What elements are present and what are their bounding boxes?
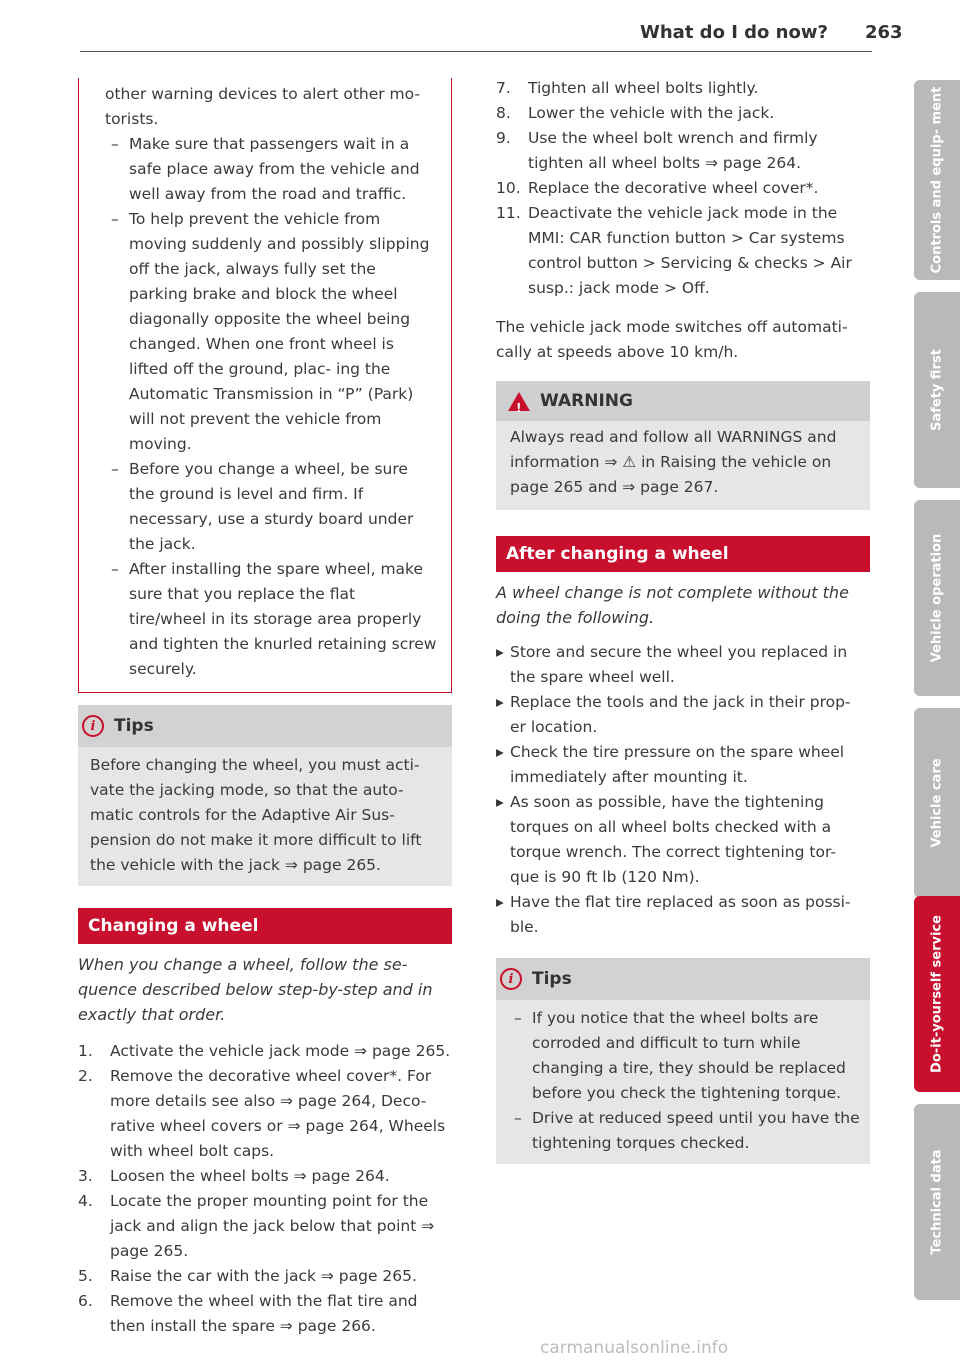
side-tab-label: Technical data	[929, 1149, 945, 1255]
section-heading: After changing a wheel	[496, 536, 870, 572]
left-column	[78, 78, 452, 1339]
step-text: Loosen the wheel bolts ⇒ page 264.	[110, 1167, 390, 1185]
section-intro: A wheel change is not complete without the doing the following.	[496, 583, 849, 627]
side-tab-controls[interactable]	[914, 80, 960, 280]
step-text: Raise the car with the jack ⇒ page 265.	[110, 1267, 417, 1285]
steps-list-continued	[496, 76, 870, 301]
step-item: 1. Activate the vehicle jack mode ⇒ page 265.	[78, 1039, 452, 1064]
list-item: ▸ Store and secure the wheel you replaced in the spare wheel well.	[496, 640, 870, 690]
warning-icon: !	[508, 392, 530, 411]
step-item: 6. Remove the wheel with the flat tire and then install the spare ⇒ page 266.	[78, 1289, 452, 1339]
step-item: 10. Replace the decorative wheel cover*.	[496, 176, 870, 201]
step-item: 3. Loosen the wheel bolts ⇒ page 264.	[78, 1164, 452, 1189]
warning-header	[496, 381, 870, 421]
step-text: Replace the decorative wheel cover*.	[528, 179, 819, 197]
step-item: 7. Tighten all wheel bolts lightly.	[496, 76, 870, 101]
side-tab-safety[interactable]	[914, 292, 960, 488]
step-text: Remove the decorative wheel cover*. For more details see also ⇒ page 264, Deco- rative wheel covers or ⇒ page 264, Wheels with wheel bolt caps.	[110, 1067, 446, 1160]
step-item: 2. Remove the decorative wheel cover*. For more details see also ⇒ page 264, Deco- rative wheel covers or ⇒ page 264, Wheels with wheel bolt caps.	[78, 1064, 452, 1164]
list-item: ▸ As soon as possible, have the tightening torques on all wheel bolts checked with a torque wrench. The correct tightening tor- que is 90 ft lb (120 Nm).	[496, 790, 870, 890]
tips-item: – If you notice that the wheel bolts are corroded and difficult to turn while changing a tire, they should be replaced before you check the tightening torque.	[508, 1006, 860, 1106]
warning-continuation-box	[78, 78, 452, 693]
step-item: 9. Use the wheel bolt wrench and firmly tighten all wheel bolts ⇒ page 264.	[496, 126, 870, 176]
header-rule	[80, 51, 872, 52]
jack-mode-note: The vehicle jack mode switches off automati- cally at speeds above 10 km/h.	[496, 318, 848, 361]
list-item: ▸ Replace the tools and the jack in their prop- er location.	[496, 690, 870, 740]
side-tab-technical-data[interactable]	[914, 1104, 960, 1300]
section-intro: When you change a wheel, follow the se- quence described below step-by-step and in exactly that order.	[78, 955, 433, 1024]
step-text: Activate the vehicle jack mode ⇒ page 265.	[110, 1042, 451, 1060]
running-header-title: What do I do now?	[640, 22, 828, 43]
warning-title: WARNING	[540, 390, 633, 411]
side-tab-vehicle-care[interactable]	[914, 708, 960, 898]
side-tab-do-it-yourself[interactable]	[914, 896, 960, 1092]
side-tab-label: Vehicle care	[929, 758, 945, 848]
step-text: Lower the vehicle with the jack.	[528, 104, 775, 122]
step-text: Use the wheel bolt wrench and firmly tighten all wheel bolts ⇒ page 264.	[528, 129, 818, 172]
warning-body: Always read and follow all WARNINGS and information ⇒ ⚠ in Raising the vehicle on page 265 and ⇒ page 267.	[496, 421, 870, 510]
tips-body	[496, 1000, 870, 1164]
warning-box	[496, 381, 870, 510]
warning-item: – To help prevent the vehicle from moving suddenly and possibly slipping off the jack, always fully set the parking brake and block the wheel diagonally opposite the wheel being changed. When one front wheel is lifted off the ground, plac- ing the Automatic Transmission in “P” (Park) will not prevent the vehicle from moving.	[105, 207, 437, 457]
step-item: 5. Raise the car with the jack ⇒ page 265.	[78, 1264, 452, 1289]
step-text: Tighten all wheel bolts lightly.	[528, 79, 759, 97]
step-item: 4. Locate the proper mounting point for the jack and align the jack below that point ⇒ page 265.	[78, 1189, 452, 1264]
info-icon: i	[82, 715, 104, 737]
warning-item: other warning devices to alert other mo- torists.	[105, 85, 421, 128]
tips-header	[496, 958, 870, 1000]
list-item: ▸ Have the flat tire replaced as soon as possi- ble.	[496, 890, 870, 940]
warning-item: – After installing the spare wheel, make sure that you replace the flat tire/wheel in its storage area properly and tighten the knurled retaining screw securely.	[105, 557, 437, 682]
after-list	[496, 640, 870, 940]
step-text: Deactivate the vehicle jack mode in the MMI: CAR function button > Car systems control button > Servicing & checks > Air susp.: jack mode > Off.	[528, 204, 852, 297]
section-heading: Changing a wheel	[78, 908, 452, 944]
side-tab-label: Controls and equip- ment	[929, 86, 945, 274]
side-tab-vehicle-operation[interactable]	[914, 500, 960, 696]
step-text: Locate the proper mounting point for the jack and align the jack below that point ⇒ page 265.	[110, 1192, 435, 1260]
page-number: 263	[865, 22, 903, 43]
step-text: Remove the wheel with the flat tire and then install the spare ⇒ page 266.	[110, 1292, 418, 1335]
steps-list	[78, 1039, 452, 1339]
tips-item: – Drive at reduced speed until you have the tightening torques checked.	[508, 1106, 860, 1156]
side-tab-label: Do-it-yourself service	[929, 915, 945, 1073]
side-tab-label: Safety first	[929, 349, 945, 431]
info-icon: i	[500, 968, 522, 990]
tips-body: Before changing the wheel, you must acti- vate the jacking mode, so that the auto- matic controls for the Adaptive Air Sus- pension do not make it more difficult to lift the vehicle with the jack ⇒ page 265.	[90, 756, 422, 874]
watermark: carmanualsonline.info	[540, 1338, 729, 1358]
tips-header	[78, 705, 452, 747]
tips-title: Tips	[114, 715, 154, 736]
tips-box	[496, 958, 870, 1164]
step-item: 11. Deactivate the vehicle jack mode in the MMI: CAR function button > Car systems control button > Servicing & checks > Air susp.: jack mode > Off.	[496, 201, 870, 301]
right-column	[496, 76, 870, 1164]
warning-item: – Before you change a wheel, be sure the ground is level and firm. If necessary, use a sturdy board under the jack.	[105, 457, 437, 557]
tips-box	[78, 705, 452, 886]
list-item: ▸ Check the tire pressure on the spare wheel immediately after mounting it.	[496, 740, 870, 790]
warning-item: – Make sure that passengers wait in a safe place away from the vehicle and well away from the road and traffic.	[105, 132, 437, 207]
step-item: 8. Lower the vehicle with the jack.	[496, 101, 870, 126]
side-tab-label: Vehicle operation	[929, 533, 945, 663]
tips-title: Tips	[532, 968, 572, 989]
